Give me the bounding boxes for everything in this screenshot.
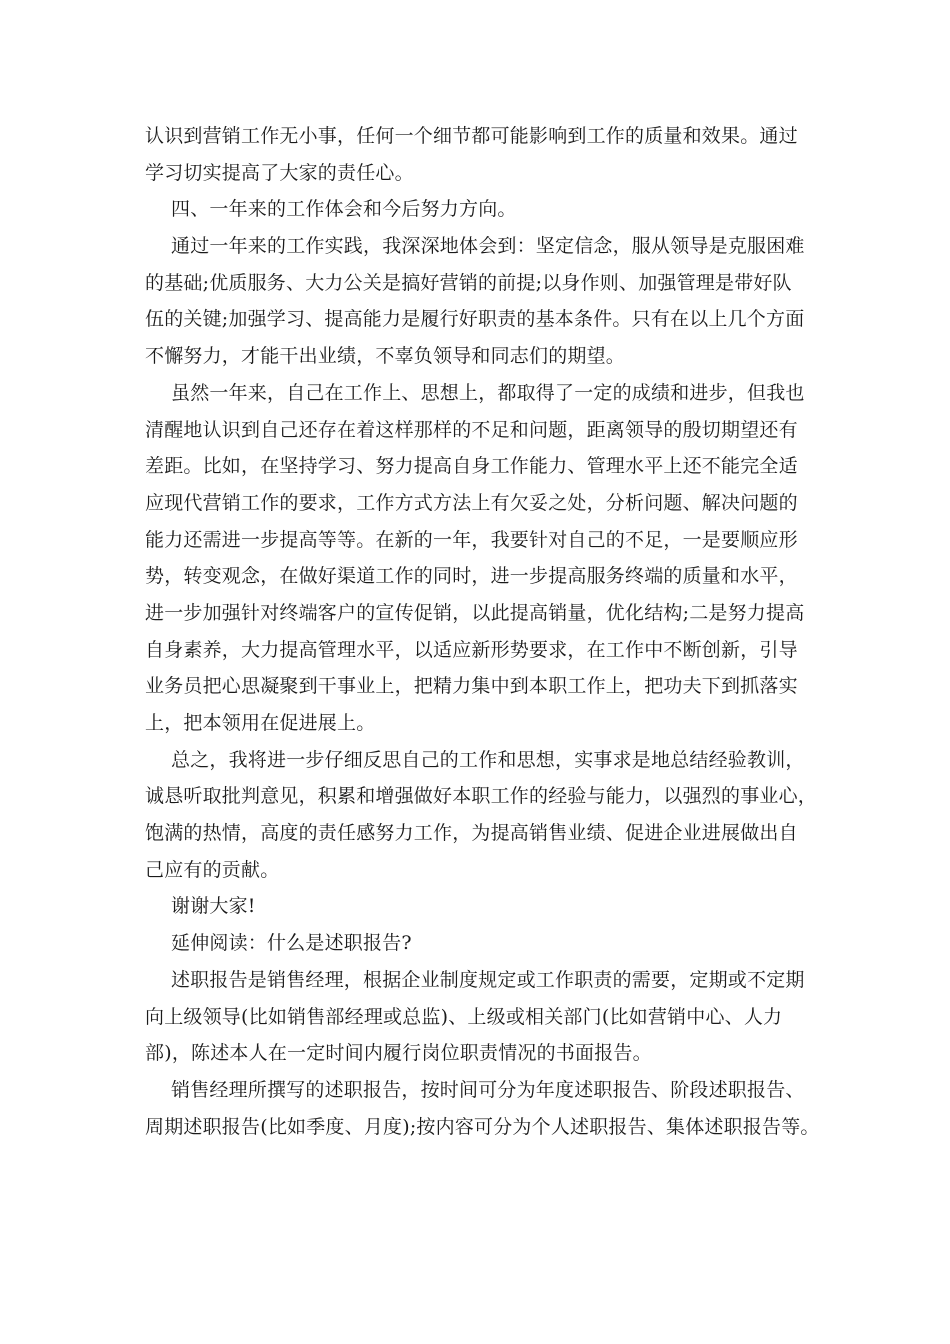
text-line: 周期述职报告(比如季度、月度);按内容可分为个人述职报告、集体述职报告等。 (145, 1115, 820, 1138)
text-line: 清醒地认识到自己还存在着这样那样的不足和问题，距离领导的殷切期望还有 (145, 418, 798, 441)
text-line: 进一步加强针对终端客户的宣传促销，以此提高销量，优化结构;二是努力提高 (145, 601, 805, 624)
text-line: 诚恳听取批判意见，积累和增强做好本职工作的经验与能力，以强烈的事业心， (145, 785, 818, 808)
text-line: 向上级领导(比如销售部经理或总监)、上级或相关部门(比如营销中心、人力 (145, 1005, 783, 1028)
text-line: 能力还需进一步提高等等。在新的一年，我要针对自己的不足，一是要顺应形 (145, 528, 798, 551)
text-line: 势，转变观念，在做好渠道工作的同时，进一步提高服务终端的质量和水平， (145, 565, 798, 588)
text-line: 己应有的贡献。 (145, 858, 280, 881)
text-line: 应现代营销工作的要求，工作方式方法上有欠妥之处，分析问题、解决问题的 (145, 491, 798, 514)
text-line: 部)，陈述本人在一定时间内履行岗位职责情况的书面报告。 (145, 1042, 652, 1065)
text-line: 虽然一年来，自己在工作上、思想上，都取得了一定的成绩和进步，但我也 (171, 381, 805, 404)
text-line: 总之，我将进一步仔细反思自己的工作和思想，实事求是地总结经验教训， (171, 748, 805, 771)
text-line: 学习切实提高了大家的责任心。 (145, 161, 414, 184)
document-body (145, 118, 825, 1145)
text-line: 延伸阅读：什么是述职报告? (171, 932, 412, 955)
text-line: 述职报告是销售经理，根据企业制度规定或工作职责的需要，定期或不定期 (171, 968, 805, 991)
text-line: 通过一年来的工作实践，我深深地体会到：坚定信念，服从领导是克服困难 (171, 235, 805, 258)
text-line: 销售经理所撰写的述职报告，按时间可分为年度述职报告、阶段述职报告、 (171, 1078, 805, 1101)
text-line: 认识到营销工作无小事，任何一个细节都可能影响到工作的质量和效果。通过 (145, 125, 798, 147)
text-line: 差距。比如，在坚持学习、努力提高自身工作能力、管理水平上还不能完全适 (145, 455, 798, 478)
text-line: 谢谢大家! (171, 895, 256, 918)
text-line: 伍的关键;加强学习、提高能力是履行好职责的基本条件。只有在以上几个方面 (145, 308, 805, 331)
text-line: 上，把本领用在促进展上。 (145, 712, 376, 734)
text-line: 不懈努力，才能干出业绩，不辜负领导和同志们的期望。 (145, 345, 626, 368)
text-line: 自身素养，大力提高管理水平，以适应新形势要求，在工作中不断创新，引导 (145, 638, 798, 661)
text-line: 饱满的热情，高度的责任感努力工作，为提高销售业绩、促进企业进展做出自 (145, 822, 798, 845)
text-line: 业务员把心思凝聚到干事业上，把精力集中到本职工作上，把功夫下到抓落实 (145, 675, 798, 698)
text-line: 的基础;优质服务、大力公关是搞好营销的前提;以身作则、加强管理是带好队 (145, 271, 792, 294)
text-line: 四、一年来的工作体会和今后努力方向。 (171, 198, 517, 221)
